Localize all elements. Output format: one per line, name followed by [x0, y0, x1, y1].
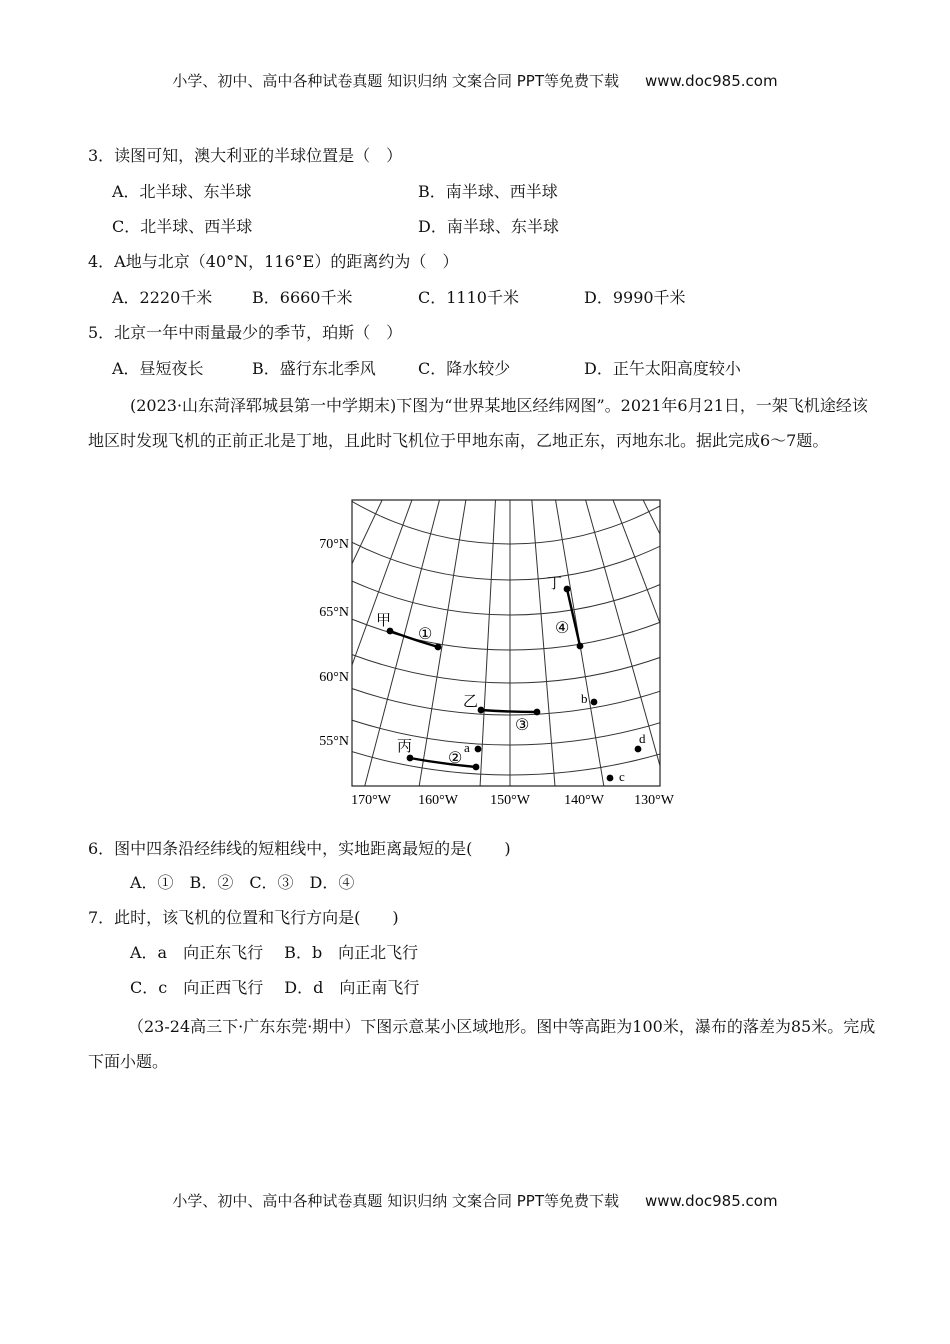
meridian-145w: [510, 495, 576, 815]
q5-option-d: D．正午太阳高度较小: [584, 359, 741, 378]
point-segment3-end: [534, 709, 541, 716]
lat-label-70n: 70°N: [319, 537, 349, 552]
label-segment-2: ②: [448, 750, 463, 767]
label-bing: 丙: [397, 739, 413, 755]
point-yi: [478, 707, 485, 714]
label-segment-4: ④: [555, 620, 570, 637]
q3-option-d: D．南半球、东半球: [418, 217, 559, 236]
label-a: a: [464, 740, 470, 755]
lon-label-170w: 170°W: [351, 793, 391, 808]
q3-stem: 3．读图可知，澳大利亚的半球位置是（ ）: [88, 146, 403, 165]
point-segment4-end: [577, 643, 584, 650]
q3-option-a: A．北半球、东半球: [112, 182, 252, 201]
segment-3: [481, 710, 537, 712]
lon-label-130w: 130°W: [634, 793, 674, 808]
parallel-57-5n: [300, 495, 690, 715]
page-footer: [0, 1190, 950, 1211]
label-ding: 丁: [547, 576, 563, 592]
intro-paragraph-6-7: (2023·山东菏泽郓城县第一中学期末)下图为“世界某地区经纬网图”。2021年6月21日，一架飞机途经该地区时发现飞机的正前正北是丁地，且此时飞机位于甲地东南，乙地正东，丙地东北。据此完成6～7题。: [88, 396, 868, 450]
lon-label-140w: 140°W: [564, 793, 604, 808]
point-segment1-end: [435, 644, 442, 651]
lat-lon-grid-map: [300, 495, 690, 815]
label-segment-3: ③: [515, 717, 530, 734]
page-header: [0, 70, 950, 91]
point-bing: [407, 755, 414, 762]
lon-label-160w: 160°W: [418, 793, 458, 808]
segment-2: [410, 758, 476, 767]
q3-option-c: C．北半球、西半球: [112, 217, 253, 236]
q5-option-a: A．昼短夜长: [112, 359, 204, 378]
q4-stem: 4．A地与北京（40°N，116°E）的距离约为（ ）: [88, 252, 459, 271]
header-site[interactable]: www.doc985.com: [644, 72, 778, 90]
parallel-60n: [300, 495, 690, 683]
lat-label-65n: 65°N: [319, 605, 349, 620]
label-c: c: [619, 769, 625, 784]
header-text: 小学、初中、高中各种试卷真题 知识归纳 文案合同 PPT等免费下载: [172, 72, 619, 90]
q6-options: A．① B．② C．③ D．④: [130, 873, 355, 892]
label-d: d: [639, 731, 646, 746]
label-b: b: [581, 691, 588, 706]
label-jia: 甲: [376, 613, 392, 629]
point-c: [607, 775, 614, 782]
parallel-52-5n: [300, 495, 690, 775]
q7-options-row1: A．a 向正东飞行 B．b 向正北飞行: [130, 943, 419, 962]
lat-label-55n: 55°N: [319, 734, 349, 749]
q4-option-b: B．6660千米: [252, 288, 353, 307]
q4-option-a: A．2220千米: [112, 288, 213, 307]
parallel-62-5n: [300, 495, 690, 650]
label-segment-1: ①: [418, 626, 433, 643]
point-d: [635, 746, 642, 753]
intro-paragraph-next: （23-24高三下·广东东莞·期中）下图示意某小区域地形。图中等高距为100米，瀑布的落差为85米。完成下面小题。: [88, 1017, 876, 1071]
lat-label-60n: 60°N: [319, 670, 349, 685]
footer-site[interactable]: www.doc985.com: [644, 1192, 778, 1210]
q7-options-row2: C．c 向正西飞行 D．d 向正南飞行: [130, 978, 420, 997]
point-segment2-end: [473, 764, 480, 771]
q4-option-c: C．1110千米: [418, 288, 519, 307]
q5-option-b: B．盛行东北季风: [252, 359, 376, 378]
parallel-55n: [300, 495, 690, 745]
lon-label-150w: 150°W: [490, 793, 530, 808]
segment-4: [567, 589, 580, 646]
q4-option-d: D．9990千米: [584, 288, 686, 307]
label-yi: 乙: [463, 694, 479, 710]
point-a: [475, 746, 482, 753]
point-b: [591, 699, 598, 706]
graticule: [300, 495, 690, 815]
footer-text: 小学、初中、高中各种试卷真题 知识归纳 文案合同 PPT等免费下载: [172, 1192, 619, 1210]
q5-stem: 5．北京一年中雨量最少的季节，珀斯（ ）: [88, 323, 403, 342]
q5-option-c: C．降水较少: [418, 359, 511, 378]
point-ding: [564, 586, 571, 593]
q3-option-b: B．南半球、西半球: [418, 182, 558, 201]
q6-stem: 6．图中四条沿经纬线的短粗线中，实地距离最短的是( ): [88, 839, 511, 858]
q7-stem: 7．此时，该飞机的位置和飞行方向是( ): [88, 908, 399, 927]
